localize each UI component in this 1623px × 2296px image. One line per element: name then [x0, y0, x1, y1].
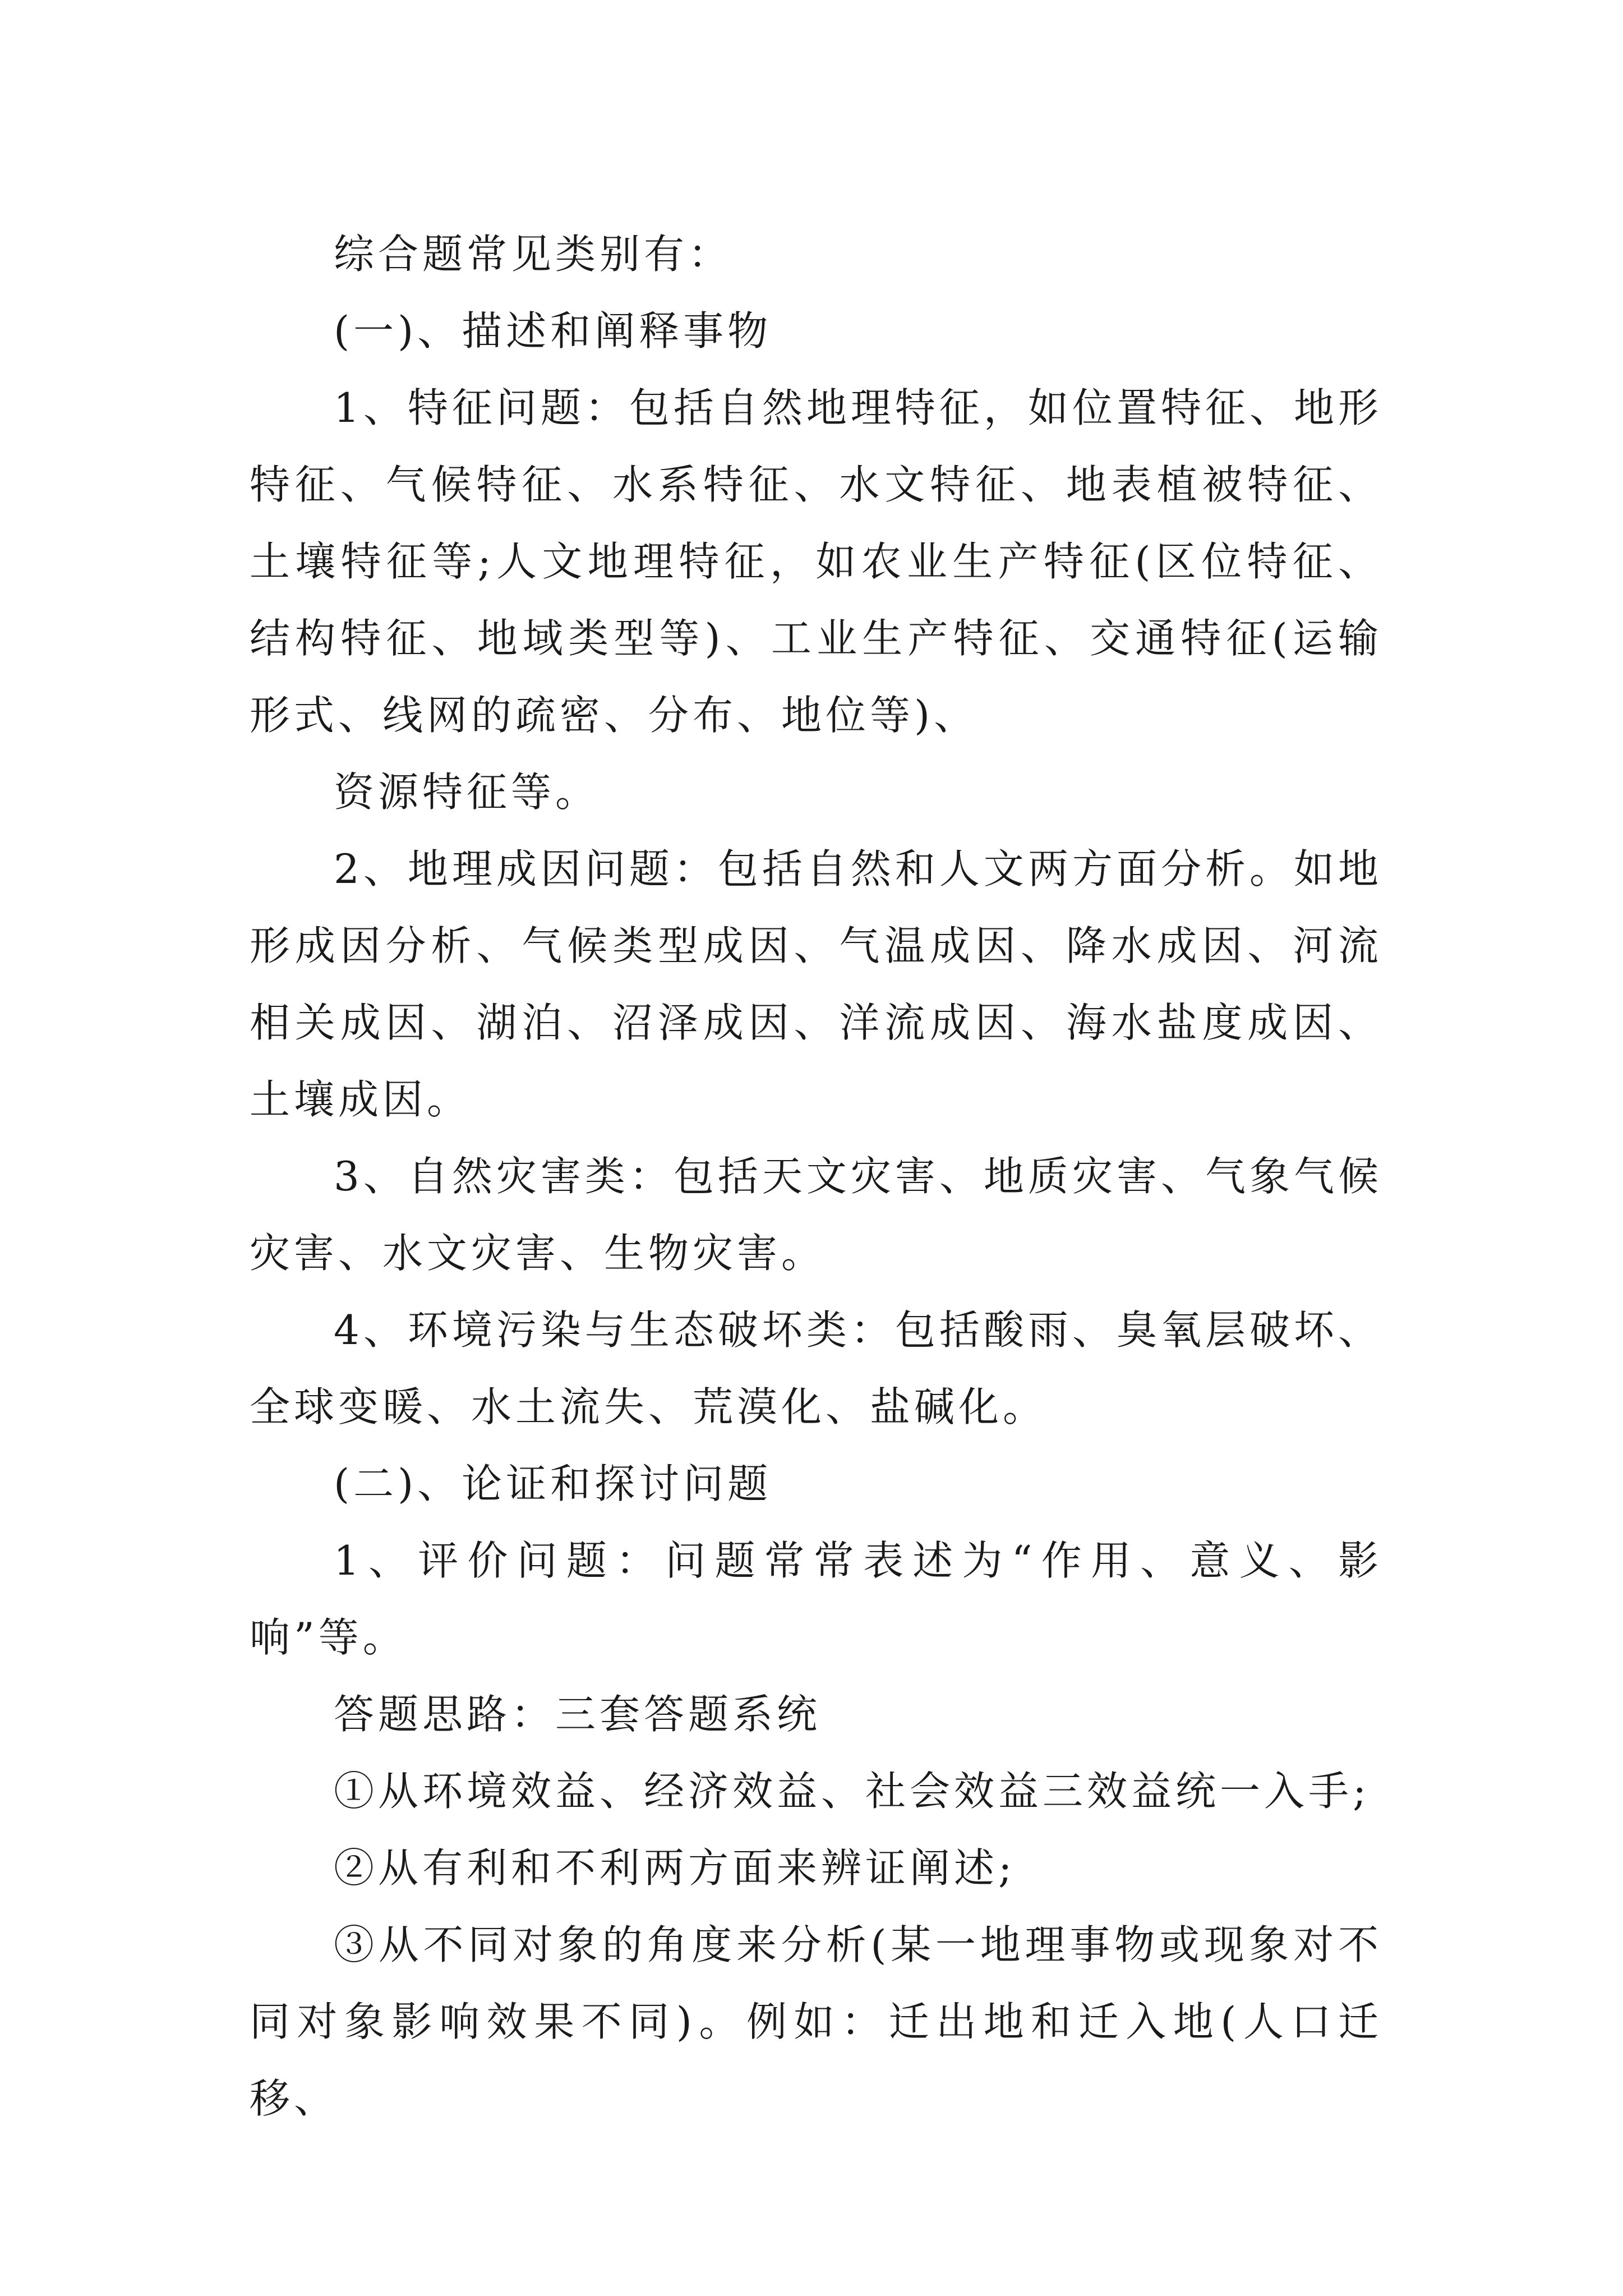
paragraph-evaluation-questions: 1、评价问题：问题常常表述为“作用、意义、影响”等。 [250, 1537, 1382, 1661]
intro-heading: 综合题常见类别有： [334, 231, 733, 278]
list-item-approach-2: ②从有利和不利两方面来辨证阐述; [334, 1844, 1016, 1892]
section-heading-argue: (二)、论证和探讨问题 [334, 1460, 772, 1507]
section-heading-describe: (一)、描述和阐释事物 [334, 307, 772, 355]
list-item-approach-1: ①从环境效益、经济效益、社会效益三效益统一入手; [334, 1768, 1371, 1815]
document-page [250, 216, 1382, 2137]
paragraph-cause-questions: 2、地理成因问题：包括自然和人文两方面分析。如地形成因分析、气候类型成因、气温成因、降水成因、河流相关成因、湖泊、沼泽成因、洋流成因、海水盐度成因、土壤成因。 [250, 845, 1382, 1123]
paragraph-answer-approach: 答题思路：三套答题系统 [334, 1691, 822, 1738]
paragraph-feature-questions: 1、特征问题：包括自然地理特征，如位置特征、地形特征、气候特征、水系特征、水文特征、地表植被特征、土壤特征等;人文地理特征，如农业生产特征(区位特征、结构特征、地域类型等)、工业生产特征、交通特征(运输形式、线网的疏密、分布、地位等)、 [250, 384, 1382, 739]
paragraph-environment-pollution: 4、环境污染与生态破坏类：包括酸雨、臭氧层破坏、全球变暖、水土流失、荒漠化、盐碱化。 [250, 1306, 1382, 1430]
paragraph-resource-features: 资源特征等。 [334, 769, 600, 816]
list-item-approach-3: ③从不同对象的角度来分析(某一地理事物或现象对不同对象影响效果不同)。例如：迁出地和迁入地(人口迁移、 [250, 1921, 1382, 2122]
paragraph-natural-disasters: 3、自然灾害类：包括天文灾害、地质灾害、气象气候灾害、水文灾害、生物灾害。 [250, 1153, 1382, 1277]
